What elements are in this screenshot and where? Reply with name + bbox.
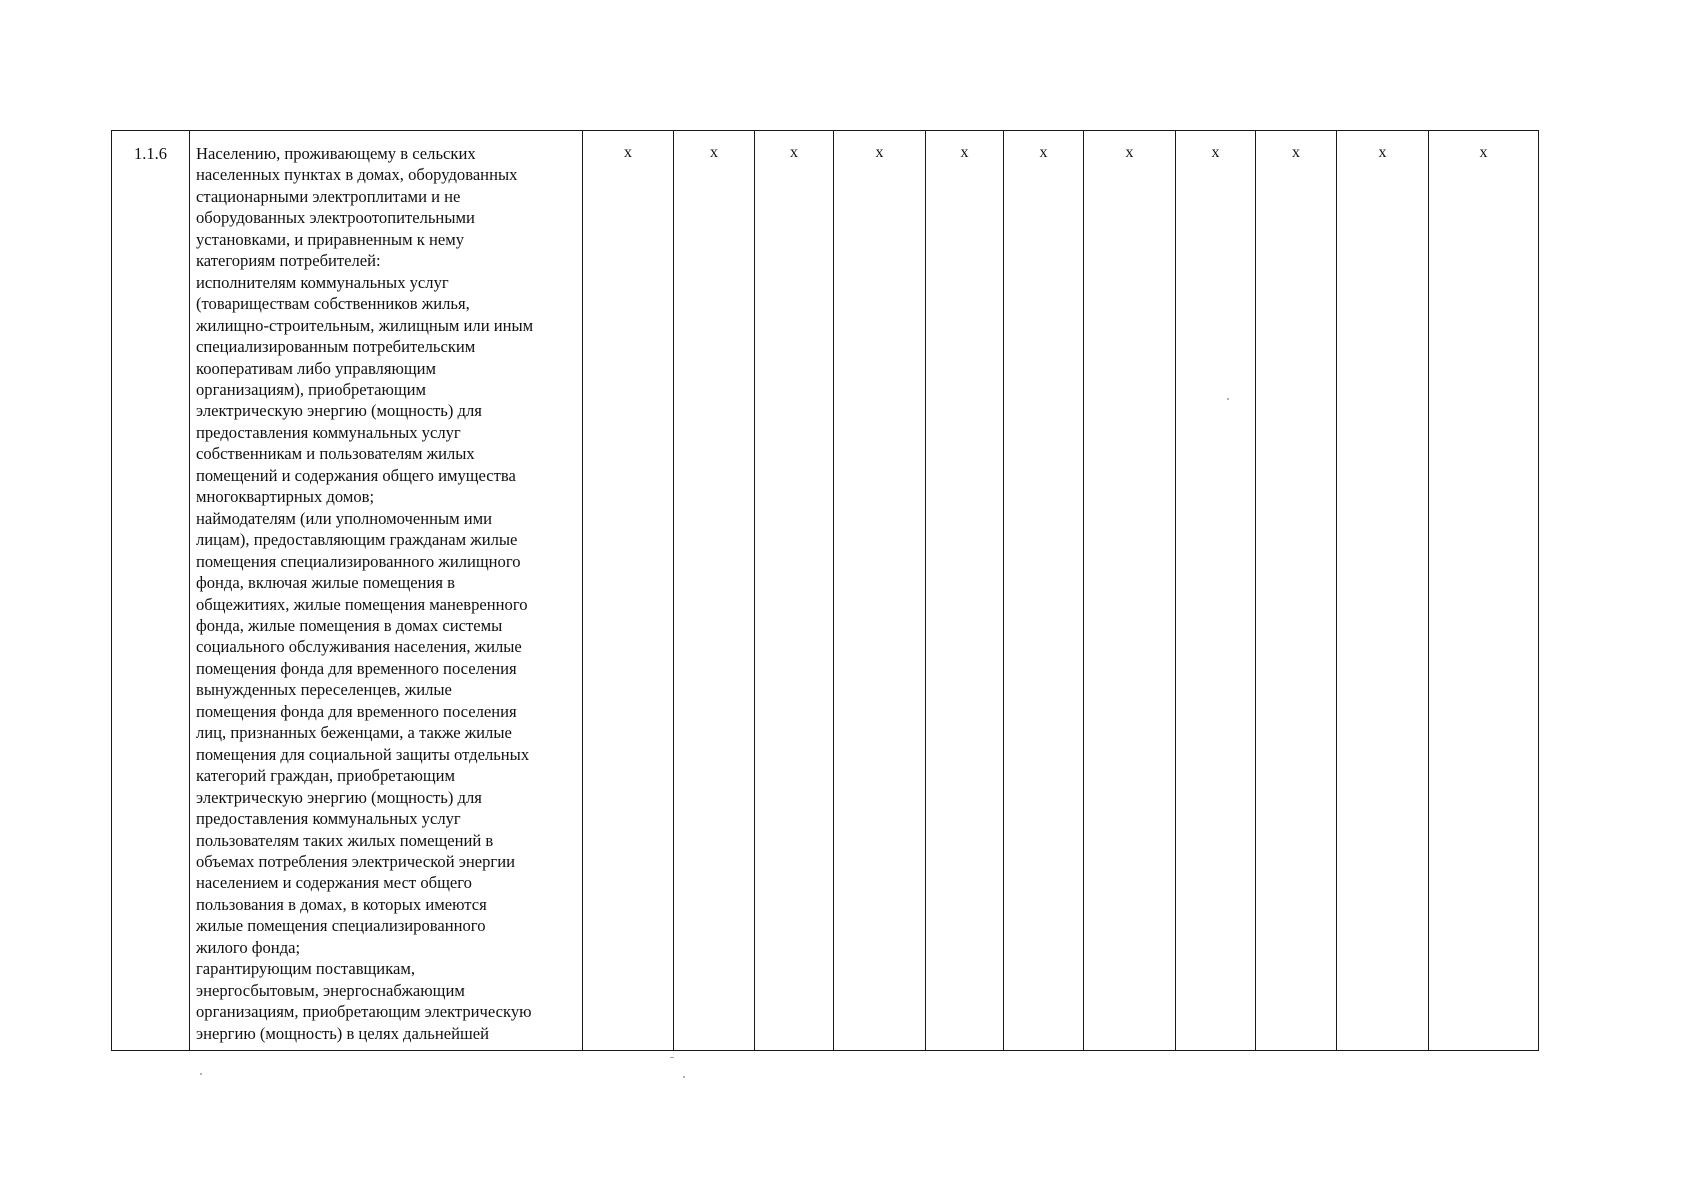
description-line: электрическую энергию (мощность) для (196, 787, 482, 807)
scan-speck (1227, 398, 1229, 400)
description-line: населенных пунктах в домах, оборудованных (196, 165, 518, 185)
description-line: помещения фонда для временного поселения (196, 658, 517, 678)
description-line: фонда, жилые помещения в домах системы (196, 615, 503, 635)
description-line: специализированным потребительским (196, 337, 476, 357)
description-line: гарантирующим поставщикам, (196, 959, 416, 979)
description-line: категорий граждан, приобретающим (196, 766, 456, 786)
value-cell: х (1176, 131, 1256, 1051)
description-line: стационарными электроплитами и не (196, 186, 461, 206)
value-cell: х (1337, 131, 1429, 1051)
description-line: общежитиях, жилые помещения маневренного (196, 594, 528, 614)
description-line: жилые помещения специализированного (196, 916, 486, 936)
value-cell: х (1256, 131, 1337, 1051)
description-line: пользователям таких жилых помещений в (196, 830, 494, 850)
description-line: лицам), предоставляющим гражданам жилые (196, 530, 518, 550)
description-line: оборудованных электроотопительными (196, 208, 475, 228)
description-line: помещения для социальной защиты отдельных (196, 744, 530, 764)
value-cell: х (926, 131, 1004, 1051)
description-line: энергию (мощность) в целях дальнейшей (196, 1023, 489, 1043)
description-line: предоставления коммунальных услуг (196, 809, 461, 829)
description-line: жилищно-строительным, жилищным или иным (196, 315, 534, 335)
description-line: организациям), приобретающим (196, 379, 426, 399)
description-line: населением и содержания мест общего (196, 873, 472, 893)
description-line: исполнителям коммунальных услуг (196, 272, 449, 292)
description-line: организациям, приобретающим электрическую (196, 1002, 532, 1022)
description-line: собственникам и пользователям жилых (196, 444, 475, 464)
description-line: помещения специализированного жилищного (196, 551, 521, 571)
description-line: пользования в домах, в которых имеются (196, 894, 487, 914)
description-line: категориям потребителей: (196, 251, 381, 271)
description-line: электрическую энергию (мощность) для (196, 401, 482, 421)
description-line: объемах потребления электрической энергии (196, 851, 515, 871)
scan-speck (670, 1057, 674, 1058)
description-line: многоквартирных домов; (196, 487, 375, 507)
tariff-table (111, 130, 1539, 1051)
scan-speck (200, 1073, 202, 1075)
description-line: предоставления коммунальных услуг (196, 422, 461, 442)
description-line: установками, и приравненным к нему (196, 229, 464, 249)
description-line: Населению, проживающему в сельских (196, 144, 476, 163)
description-line: лиц, признанных беженцами, а также жилые (196, 723, 512, 743)
description-line: кооперативам либо управляющим (196, 358, 437, 378)
description-line: фонда, включая жилые помещения в (196, 573, 456, 593)
description-line: жилого фонда; (196, 937, 301, 957)
description-line: наймодателям (или уполномоченным ими (196, 508, 493, 528)
value-cell: х (1429, 131, 1539, 1051)
description-line: помещения фонда для временного поселения (196, 701, 517, 721)
table-row (112, 131, 1539, 1051)
value-cell: х (674, 131, 755, 1051)
row-description (190, 131, 583, 1051)
scan-speck (683, 1076, 685, 1078)
value-cell: х (834, 131, 926, 1051)
row-code: 1.1.6 (112, 131, 190, 1051)
description-line: помещений и содержания общего имущества (196, 465, 516, 485)
description-line: социального обслуживания населения, жилые (196, 637, 522, 657)
description-line: энергосбытовым, энергоснабжающим (196, 980, 465, 1000)
value-cell: х (583, 131, 674, 1051)
description-line: вынужденных переселенцев, жилые (196, 680, 452, 700)
value-cell: х (1004, 131, 1084, 1051)
value-cell: х (755, 131, 834, 1051)
value-cell: х (1084, 131, 1176, 1051)
description-line: (товариществам собственников жилья, (196, 294, 470, 314)
